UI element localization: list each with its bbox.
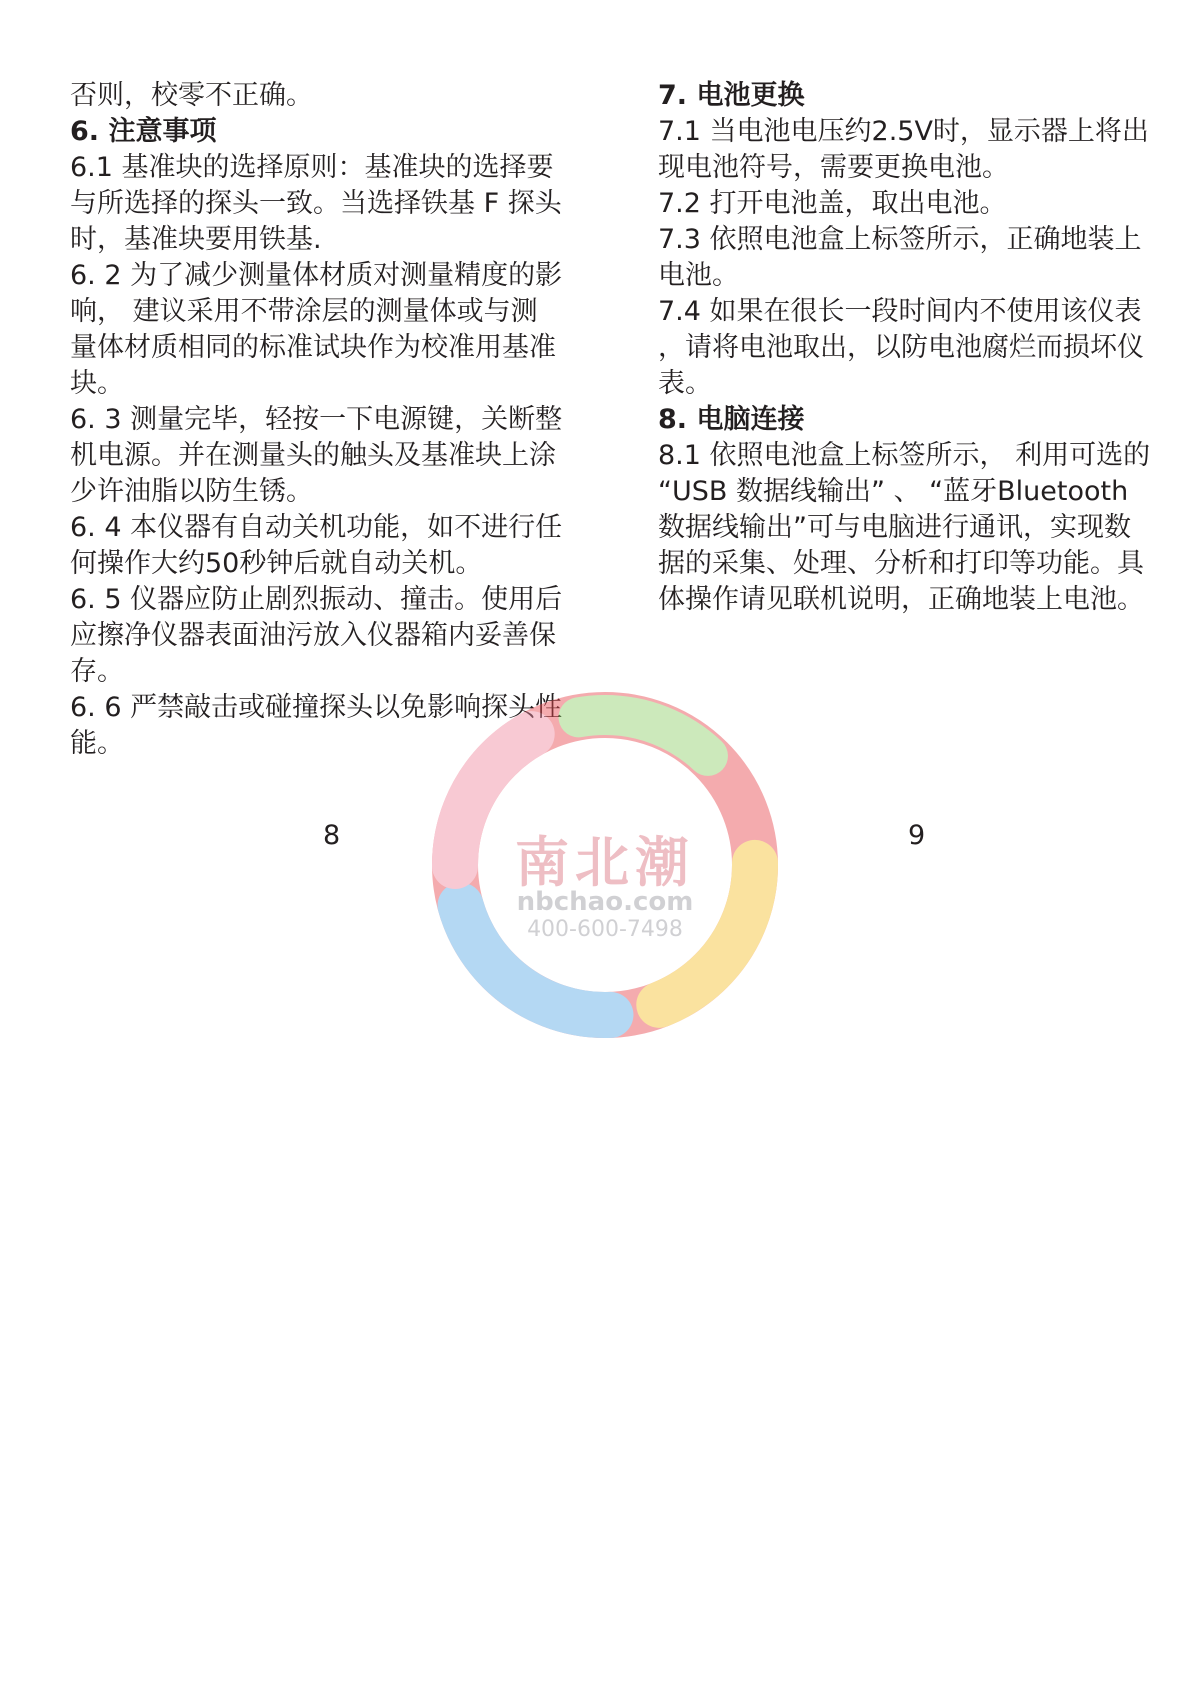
- text-line: “USB 数据线输出” 、 “蓝牙Bluetooth: [658, 476, 1129, 507]
- text-line: 7.4 如果在很长一段时间内不使用该仪表: [658, 296, 1142, 327]
- text-line: 7.2 打开电池盖，取出电池。: [658, 188, 1007, 219]
- text-line: 能。: [70, 728, 124, 759]
- page-number-right: 9: [908, 820, 926, 851]
- watermark-brand: 南北潮: [515, 830, 695, 894]
- text-line: 据的采集、处理、分析和打印等功能。具: [658, 548, 1144, 579]
- text-line: 机电源。并在测量头的触头及基准块上涂: [70, 440, 556, 471]
- section-heading: 7. 电池更换: [658, 80, 805, 111]
- text-line: 存。: [70, 656, 124, 687]
- text-line: 与所选择的探头一致。当选择铁基 F 探头: [70, 188, 562, 219]
- text-line: 何操作大约50秒钟后就自动关机。: [70, 548, 483, 579]
- text-line: 6. 2 为了减少测量体材质对测量精度的影: [70, 260, 563, 291]
- text-line: 时，基准块要用铁基.: [70, 224, 322, 255]
- text-line: ，请将电池取出，以防电池腐烂而损坏仪: [658, 332, 1144, 363]
- text-line: 6. 6 严禁敲击或碰撞探头以免影响探头性: [70, 692, 563, 723]
- right-column: [658, 78, 1178, 618]
- text-line: 应擦净仪器表面油污放入仪器箱内妥善保: [70, 620, 556, 651]
- section-heading: 8. 电脑连接: [658, 404, 805, 435]
- text-line: 6. 4 本仪器有自动关机功能，如不进行任: [70, 512, 563, 543]
- text-line: 量体材质相同的标准试块作为校准用基准: [70, 332, 556, 363]
- text-line: 数据线输出”可与电脑进行通讯，实现数: [658, 512, 1131, 543]
- text-line: 体操作请见联机说明，正确地装上电池。: [658, 584, 1144, 615]
- text-line: 少许油脂以防生锈。: [70, 476, 313, 507]
- text-line: 现电池符号，需要更换电池。: [658, 152, 1009, 183]
- text-line: 否则，校零不正确。: [70, 80, 313, 111]
- text-line: 7.3 依照电池盒上标签所示，正确地装上: [658, 224, 1142, 255]
- text-line: 6. 3 测量完毕，轻按一下电源键，关断整: [70, 404, 563, 435]
- text-line: 6. 5 仪器应防止剧烈振动、撞击。使用后: [70, 584, 563, 615]
- text-line: 6.1 基准块的选择原则：基准块的选择要: [70, 152, 554, 183]
- text-line: 块。: [70, 368, 124, 399]
- watermark-phone: 400-600-7498: [527, 917, 683, 942]
- page-number-left: 8: [323, 820, 341, 851]
- section-heading: 6. 注意事项: [70, 116, 217, 147]
- text-line: 8.1 依照电池盒上标签所示， 利用可选的: [658, 440, 1151, 471]
- text-line: 表。: [658, 368, 712, 399]
- text-line: 电池。: [658, 260, 739, 291]
- text-line: 7.1 当电池电压约2.5V时，显示器上将出: [658, 116, 1149, 147]
- text-line: 响， 建议采用不带涂层的测量体或与测: [70, 296, 538, 327]
- watermark-site: nbchao.com: [516, 887, 694, 917]
- left-column: [70, 78, 590, 762]
